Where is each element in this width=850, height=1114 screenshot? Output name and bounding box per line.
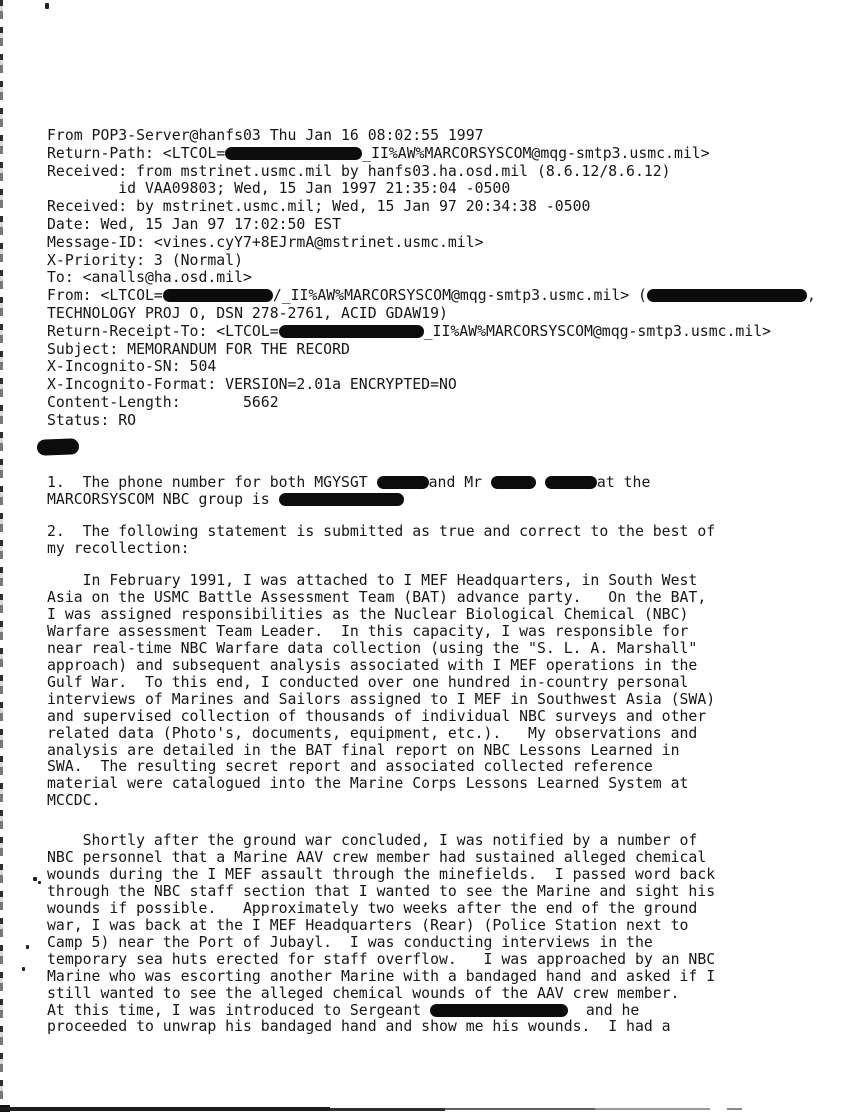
text-segment: X-Incognito-SN: 504	[47, 358, 217, 376]
text-line	[47, 412, 816, 430]
text-line	[47, 252, 816, 270]
text-segment: 1. The phone number for both MGYSGT	[47, 474, 377, 491]
text-segment: Camp 5) near the Port of Jubayl. I was conducting interviews in the	[47, 933, 653, 951]
text-line	[47, 341, 816, 359]
text-segment: NBC personnel that a Marine AAV crew member had sustained alleged chemical	[47, 848, 707, 866]
scan-speck	[26, 945, 29, 949]
text-segment: war, I was back at the I MEF Headquarters (Rear) (Police Station next to	[47, 916, 689, 934]
scan-bottom-bar	[727, 1108, 742, 1110]
text-line	[47, 234, 816, 252]
redaction-bar	[279, 493, 404, 506]
text-line	[47, 850, 715, 867]
text-line	[47, 394, 816, 412]
text-segment: Asia on the USMC Battle Assessment Team (BAT) advance party. On the BAT,	[47, 588, 707, 606]
text-line	[47, 793, 715, 810]
scan-bottom-bar	[445, 1108, 595, 1110]
text-line	[47, 269, 816, 287]
text-line	[47, 540, 715, 557]
text-line	[47, 776, 715, 793]
text-segment: Return-Path: <LTCOL=	[47, 144, 226, 162]
text-segment	[536, 474, 545, 491]
text-segment: At this time, I was introduced to Sergeant	[47, 1001, 431, 1019]
text-line	[47, 287, 816, 305]
text-segment: _II%AW%MARCORSYSCOM@mqg-smtp3.usmc.mil>	[423, 322, 772, 340]
text-segment: To: <analls@ha.osd.mil>	[47, 269, 252, 287]
body-paragraph-2	[47, 523, 715, 557]
text-segment: and Mr	[428, 474, 491, 491]
text-segment: X-Incognito-Format: VERSION=2.01a ENCRYPTED=NO	[47, 376, 457, 394]
text-segment: In February 1991, I was attached to I MEF Headquarters, in South West	[47, 572, 698, 589]
text-line	[47, 573, 715, 590]
text-line	[47, 918, 715, 935]
text-line	[47, 969, 715, 986]
text-line	[47, 952, 715, 969]
text-segment: Status: RO	[47, 411, 137, 429]
text-line	[47, 759, 715, 776]
text-line	[47, 692, 715, 709]
text-segment: approach) and subsequent analysis associated with I MEF operations in the	[47, 656, 698, 674]
scan-speck	[33, 877, 37, 881]
email-headers	[47, 127, 816, 430]
text-line	[47, 145, 816, 163]
text-segment: Received: by mstrinet.usmc.mil; Wed, 15 Jan 97 20:34:38 -0500	[47, 198, 591, 216]
scan-edge-artifact	[0, 0, 3, 1106]
redaction-bar	[647, 289, 807, 302]
text-segment: Message-ID: <vines.cyY7+8EJrmA@mstrinet.usmc.mil>	[47, 233, 484, 251]
text-segment: Received: from mstrinet.usmc.mil by hanfs03.ha.osd.mil (8.6.12/8.6.12)	[47, 162, 671, 180]
scan-bottom-bar	[595, 1108, 710, 1110]
text-line	[47, 743, 715, 760]
redaction-bar	[377, 476, 429, 489]
text-line	[47, 376, 816, 394]
text-line	[47, 641, 715, 658]
text-segment: Content-Length: 5662	[47, 393, 279, 411]
text-segment: proceeded to unwrap his bandaged hand and show me his wounds. I had a	[47, 1018, 671, 1036]
text-segment: 2. The following statement is submitted as true and correct to the best of	[47, 523, 716, 540]
text-line	[47, 675, 715, 692]
text-segment: Return-Receipt-To: <LTCOL=	[47, 322, 279, 340]
text-line	[47, 658, 715, 675]
body-paragraph-4	[47, 833, 715, 1036]
text-segment: Shortly after the ground war concluded, I was notified by a number of	[47, 832, 698, 849]
text-line	[47, 358, 816, 376]
text-segment: /_II%AW%MARCORSYSCOM@mqg-smtp3.usmc.mil> (	[272, 287, 647, 305]
text-segment: my recollection:	[47, 540, 190, 557]
text-line	[47, 216, 816, 234]
text-segment: _II%AW%MARCORSYSCOM@mqg-smtp3.usmc.mil>	[362, 144, 710, 162]
redaction-bar	[225, 147, 362, 160]
redaction-bar	[491, 476, 536, 489]
text-line	[47, 726, 715, 743]
text-line	[47, 1019, 715, 1036]
text-segment: Date: Wed, 15 Jan 97 17:02:50 EST	[47, 215, 341, 233]
text-segment: near real-time NBC Warfare data collection (using the "S. L. A. Marshall"	[47, 639, 698, 657]
text-line	[47, 867, 715, 884]
text-segment: Marine who was escorting another Marine with a bandaged hand and asked if I	[47, 967, 716, 985]
text-line	[47, 901, 715, 918]
redaction-blob	[37, 438, 80, 455]
scan-speck	[22, 967, 25, 971]
text-segment: MARCORSYSCOM NBC group is	[47, 491, 279, 508]
text-line	[47, 198, 816, 216]
text-segment: id VAA09803; Wed, 15 Jan 1997 21:35:04 -0500	[47, 180, 511, 198]
text-segment: From: <LTCOL=	[47, 287, 163, 305]
text-segment: still wanted to see the alleged chemical wounds of the AAV crew member.	[47, 984, 680, 1002]
text-segment: and he	[568, 1001, 640, 1019]
text-line	[47, 833, 715, 850]
body-paragraph-1	[47, 474, 650, 508]
text-segment: ,	[806, 287, 816, 305]
text-line	[47, 474, 650, 491]
text-segment: temporary sea huts erected for staff overflow. I was approached by an NBC	[47, 950, 716, 968]
text-segment: MCCDC.	[47, 792, 101, 810]
text-line	[47, 1003, 715, 1020]
text-segment: analysis are detailed in the BAT final report on NBC Lessons Learned in	[47, 741, 680, 759]
text-line	[47, 180, 816, 198]
scan-speck	[38, 881, 41, 884]
text-line	[47, 127, 816, 145]
text-line	[47, 523, 715, 540]
redaction-bar	[279, 325, 424, 338]
text-segment: Gulf War. To this end, I conducted over one hundred in-country personal	[47, 673, 689, 691]
text-line	[47, 607, 715, 624]
scan-bottom-bar	[330, 1108, 445, 1111]
text-line	[47, 590, 715, 607]
text-segment: From POP3-Server@hanfs03 Thu Jan 16 08:02:55 1997	[47, 127, 484, 144]
scan-speck	[45, 3, 49, 9]
text-segment: wounds during the I MEF assault through the minefields. I passed word back	[47, 865, 716, 883]
text-line	[47, 935, 715, 952]
text-segment: TECHNOLOGY PROJ O, DSN 278-2761, ACID GDAW19)	[47, 304, 448, 322]
text-line	[47, 986, 715, 1003]
text-segment: and supervised collection of thousands of individual NBC surveys and other	[47, 707, 707, 725]
text-line	[47, 305, 816, 323]
redaction-bar	[163, 289, 273, 302]
text-line	[47, 709, 715, 726]
redaction-bar	[545, 476, 597, 489]
text-segment: X-Priority: 3 (Normal)	[47, 251, 243, 269]
text-line	[47, 323, 816, 341]
text-segment: material were catalogued into the Marine Corps Lessons Learned System at	[47, 775, 689, 793]
text-segment: Subject: MEMORANDUM FOR THE RECORD	[47, 340, 350, 358]
text-segment: through the NBC staff section that I wanted to see the Marine and sight his	[47, 882, 716, 900]
text-segment: interviews of Marines and Sailors assigned to I MEF in Southwest Asia (SWA)	[47, 690, 716, 708]
text-segment: I was assigned responsibilities as the Nuclear Biological Chemical (NBC)	[47, 605, 689, 623]
text-line	[47, 163, 816, 181]
scan-bottom-bar	[0, 1107, 330, 1111]
text-line	[47, 884, 715, 901]
text-line	[47, 491, 650, 508]
text-segment: SWA. The resulting secret report and associated collected reference	[47, 758, 653, 776]
redaction-bar	[430, 1004, 568, 1017]
text-segment: Warfare assessment Team Leader. In this capacity, I was responsible for	[47, 622, 689, 640]
text-segment: wounds if possible. Approximately two weeks after the end of the ground	[47, 899, 698, 917]
body-paragraph-3	[47, 573, 715, 810]
text-segment: related data (Photo's, documents, equipment, etc.). My observations and	[47, 724, 698, 742]
text-line	[47, 624, 715, 641]
text-segment: at the	[596, 474, 651, 491]
